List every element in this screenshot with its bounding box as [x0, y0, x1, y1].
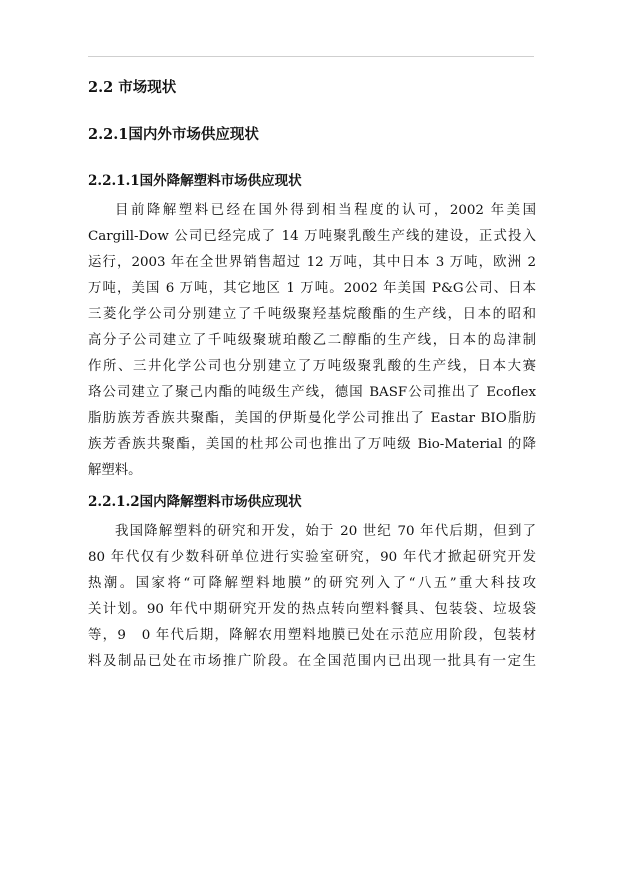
text-line: 热潮。国家将“可降解塑料地膜”的研究列入了“八五”重大科技攻: [88, 576, 536, 591]
header-rule: [88, 56, 534, 57]
text-line: 解塑料。: [88, 463, 142, 478]
paragraph-domestic-market: [88, 519, 536, 675]
text-line: 万吨，美国 6 万吨，其它地区 1 万吨。2002 年美国 P&G公司、日本: [88, 281, 536, 296]
section-heading-2-2-1-2: 2.2.1.2国内降解塑料市场供应现状: [88, 494, 302, 510]
text-line: 三菱化学公司分别建立了千吨级聚羟基烷酸酯的生产线，日本的昭和: [88, 307, 536, 322]
text-line: 脂肪族芳香族共聚酯，美国的伊斯曼化学公司推出了 Eastar BIO脂肪: [88, 411, 536, 426]
paragraph-foreign-market: [88, 198, 536, 484]
text-line: 80 年代仅有少数科研单位进行实验室研究，90 年代才掀起研究开发: [88, 550, 536, 565]
page-content: [88, 76, 536, 675]
section-heading-2-2: 2.2 市场现状: [88, 79, 177, 96]
text-line: 高分子公司建立了千吨级聚琥珀酸乙二醇酯的生产线，日本的岛津制: [88, 333, 536, 348]
text-line: 作所、三井化学公司也分别建立了万吨级聚乳酸的生产线，日本大赛: [88, 359, 536, 374]
text-line: 料及制品已处在市场推广阶段。在全国范围内已出现一批具有一定生: [88, 654, 536, 669]
text-line: 珞公司建立了聚己内酯的吨级生产线，德国 BASF公司推出了 Ecoflex: [88, 385, 536, 400]
text-line: Cargill-Dow 公司已经完成了 14 万吨聚乳酸生产线的建设，正式投入: [88, 229, 536, 244]
text-line: 族芳香族共聚酯，美国的杜邦公司也推出了万吨级 Bio-Material 的降: [88, 437, 536, 452]
text-line: 目前降解塑料已经在国外得到相当程度的认可，2002 年美国: [115, 203, 536, 218]
section-heading-2-2-1-1: 2.2.1.1国外降解塑料市场供应现状: [88, 173, 302, 189]
text-line: 关计划。90 年代中期研究开发的热点转向塑料餐具、包装袋、垃圾袋: [88, 602, 536, 617]
text-line: 运行，2003 年在全世界销售超过 12 万吨，其中日本 3 万吨，欧洲 2: [88, 255, 536, 270]
text-line: 等，9 0 年代后期，降解农用塑料地膜已处在示范应用阶段，包装材: [88, 628, 536, 643]
section-heading-2-2-1: 2.2.1国内外市场供应现状: [88, 126, 259, 143]
text-line: 我国降解塑料的研究和开发，始于 20 世纪 70 年代后期，但到了: [115, 524, 536, 539]
